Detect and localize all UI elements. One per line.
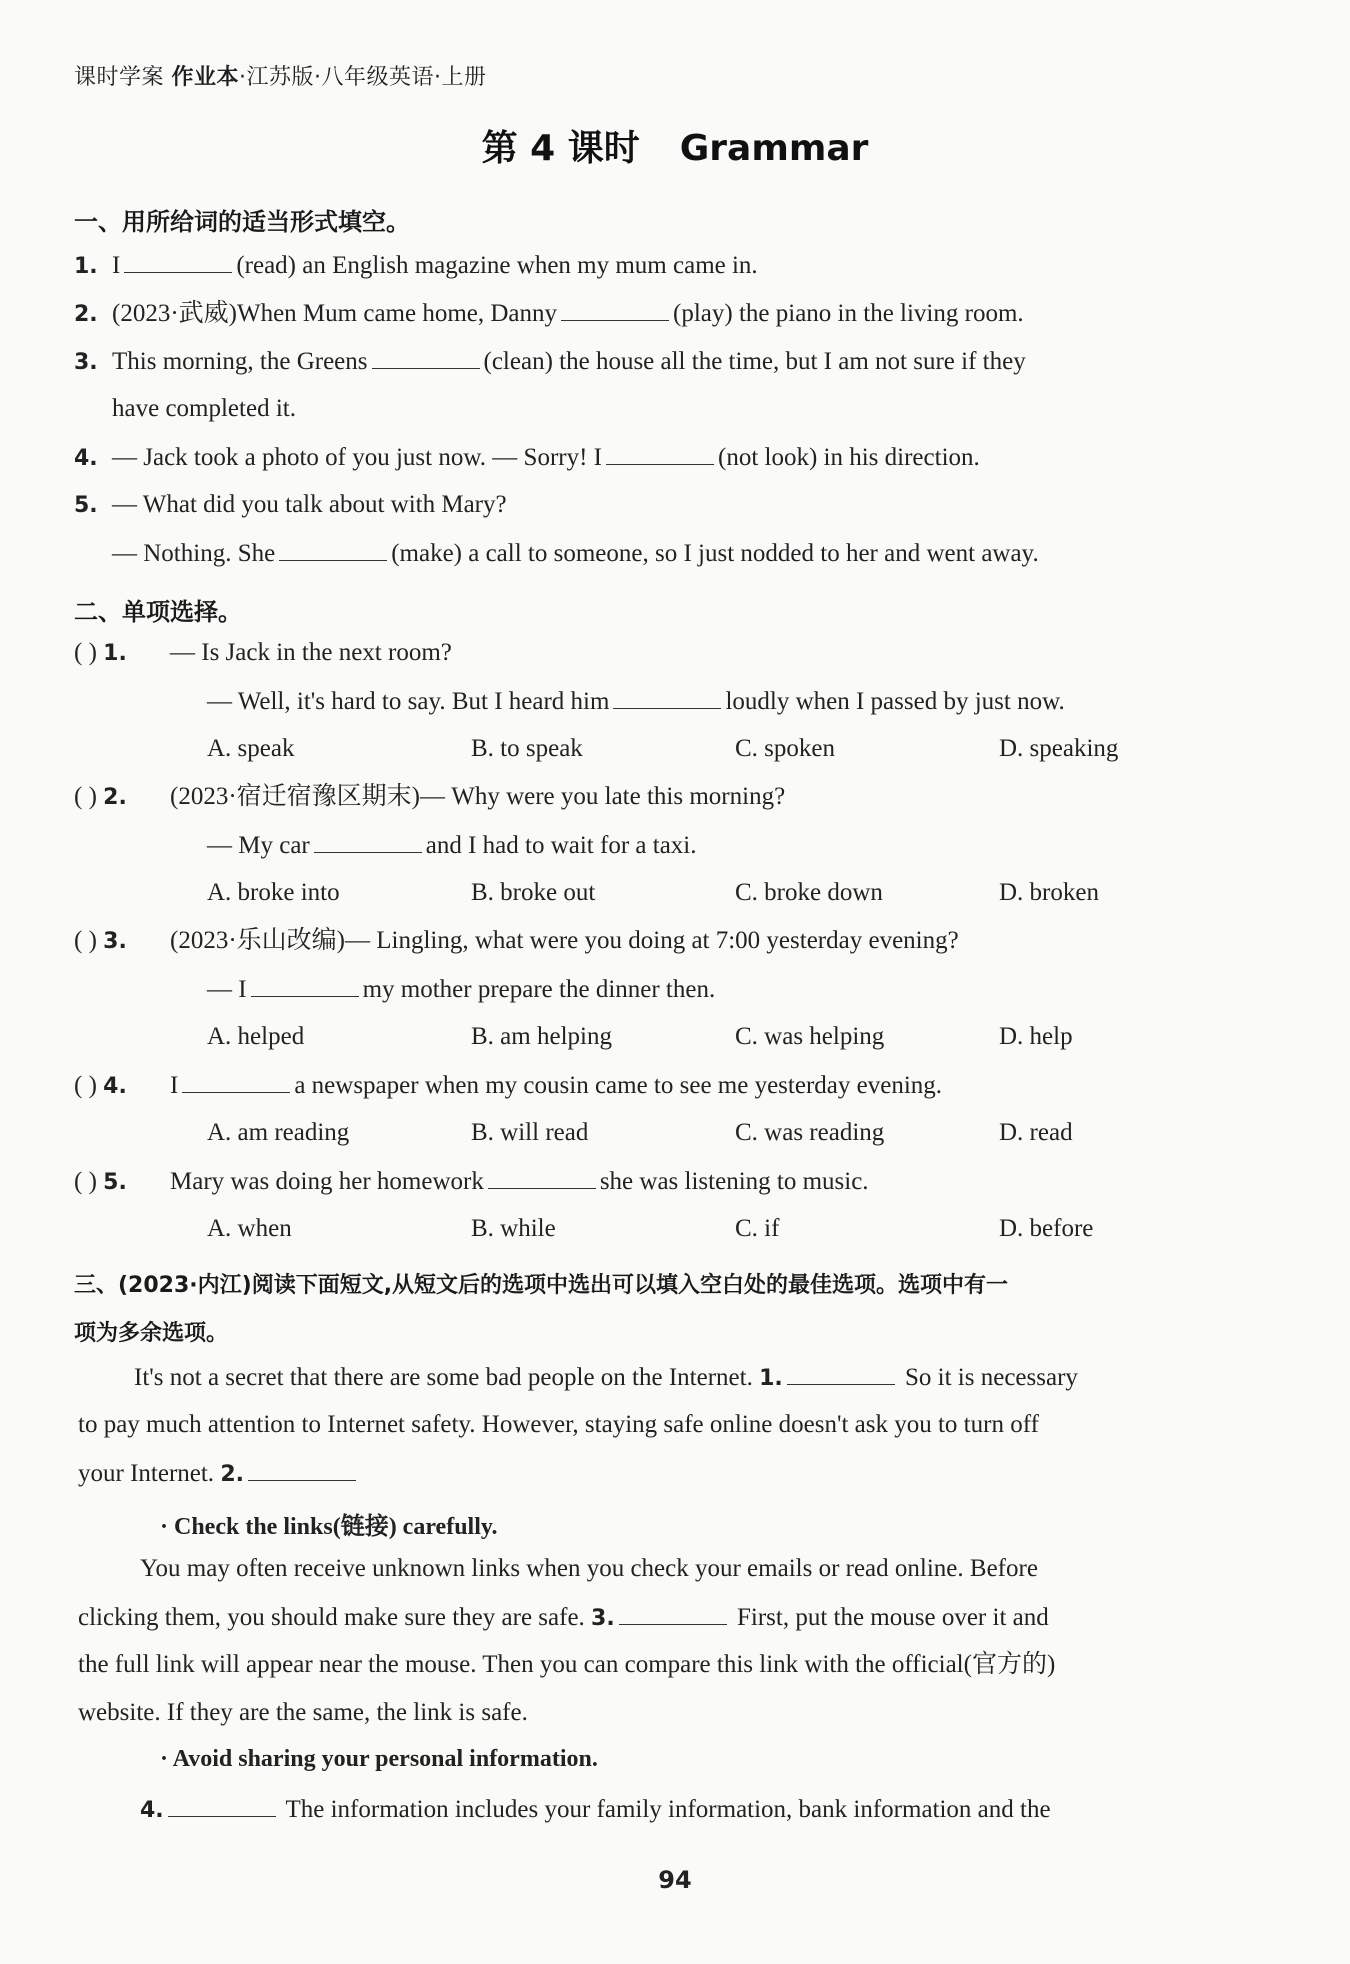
answer-blank[interactable] [619,1602,727,1625]
item-text: have completed it. [112,395,296,422]
answer-paren[interactable] [74,638,170,669]
passage-line [78,1458,1284,1490]
passage-text: website. If they are the same, the link is safe. [78,1699,528,1726]
answer-paren[interactable] [74,1167,170,1198]
question-number: 5. [103,1170,127,1195]
section3-heading-line1: 三、(2023·内江)阅读下面短文,从短文后的选项中选出可以填入空白处的最佳选项。选项中有一 [74,1273,1009,1298]
question-text: — Well, it's hard to say. But I heard him [207,688,610,715]
option-a[interactable]: A. when [207,1215,292,1242]
answer-blank[interactable] [314,830,422,853]
answer-paren[interactable] [74,1071,170,1102]
answer-blank[interactable] [488,1166,596,1189]
answer-blank[interactable] [182,1070,290,1093]
item-text: (not look) in his direction. [718,444,980,471]
passage-text: the full link will appear near the mouse. Then you can compare this link with the official(官方的) [78,1651,1056,1678]
answer-blank[interactable] [168,1794,276,1817]
s1-item-5 [74,490,1280,521]
passage-text: The information includes your family information, bank information and the [285,1796,1051,1823]
s1-item-3 [74,346,1280,378]
mc-question-3 [74,926,1280,957]
option-a[interactable]: A. am reading [207,1119,350,1146]
option-a[interactable]: A. helped [207,1023,305,1050]
blank-number: 4. [140,1798,164,1823]
item-text: I [112,252,121,279]
passage-line [134,1362,1284,1394]
option-b[interactable]: B. am helping [471,1023,612,1050]
blank-number: 2. [220,1462,244,1487]
option-d[interactable]: D. broken [999,879,1099,906]
section2-heading: 二、单项选择。 [74,598,242,626]
option-d[interactable]: D. read [999,1119,1073,1146]
option-c[interactable]: C. was reading [735,1119,885,1146]
answer-blank[interactable] [251,974,359,997]
passage-line [140,1554,1284,1584]
answer-blank[interactable] [372,346,480,369]
item-text: (make) a call to someone, so I just nodded to her and went away. [391,540,1039,567]
item-number: 4. [74,446,98,471]
paren-text: ( ) [74,639,97,666]
mc-question-2 [74,782,1280,813]
question-text: — My car [207,832,310,859]
header-bold: 作业本 [171,65,240,90]
option-d[interactable]: D. speaking [999,735,1119,762]
lesson-label: 第 4 课时 [481,128,640,169]
question-number: 3. [103,929,127,954]
item-text: — What did you talk about with Mary? [112,491,507,518]
item-text: — Nothing. She [112,540,276,567]
passage-subheading: · Avoid sharing your personal information. [160,1746,598,1772]
option-c[interactable]: C. was helping [735,1023,885,1050]
passage-line [78,1410,1284,1440]
paren-text: ( ) [74,1072,97,1099]
option-b[interactable]: B. will read [471,1119,589,1146]
mc-question-2-line2 [207,830,1280,861]
option-b[interactable]: B. while [471,1215,556,1242]
answer-blank[interactable] [613,686,721,709]
item-number: 3. [74,350,98,375]
mc-question-5 [74,1166,1280,1198]
section1-heading: 一、用所给词的适当形式填空。 [74,208,410,236]
question-text: my mother prepare the dinner then. [362,976,716,1003]
question-text: (2023·宿迁宿豫区期末)— Why were you late this morning? [170,783,786,810]
paren-text: ( ) [74,783,97,810]
question-text: — I [207,976,247,1003]
option-c[interactable]: C. broke down [735,879,883,906]
passage-text: So it is necessary [905,1364,1078,1391]
passage-line [140,1794,1284,1826]
answer-paren[interactable] [74,782,170,813]
item-text: (2023·武威)When Mum came home, Danny [112,300,558,327]
mc-question-4 [74,1070,1280,1102]
item-text: — Jack took a photo of you just now. — Sorry! I [112,444,602,471]
paren-text: ( ) [74,1168,97,1195]
item-text: This morning, the Greens [112,348,368,375]
section3-heading-line2: 项为多余选项。 [74,1321,229,1346]
passage-text: clicking them, you should make sure they are safe. [78,1604,585,1631]
question-text: loudly when I passed by just now. [725,688,1065,715]
page-title [0,120,1350,171]
passage-line [78,1698,1284,1728]
item-number: 1. [74,254,98,279]
answer-blank[interactable] [279,538,387,561]
answer-blank[interactable] [561,298,669,321]
header-rest: ·江苏版·八年级英语·上册 [239,65,487,90]
s1-item-3-cont [112,394,1280,424]
passage-text: First, put the mouse over it and [736,1604,1049,1631]
question-text: a newspaper when my cousin came to see me yesterday evening. [294,1072,943,1099]
option-b[interactable]: B. to speak [471,735,583,762]
option-c[interactable]: C. if [735,1215,780,1242]
question-text: Mary was doing her homework [170,1168,484,1195]
item-text: (clean) the house all the time, but I am not sure if they [483,348,1026,375]
question-text: and I had to wait for a taxi. [425,832,697,859]
lesson-topic: Grammar [679,128,869,169]
s1-item-4 [74,442,1280,474]
mc-question-1 [74,638,1280,669]
header-prefix: 课时学案 [74,65,165,90]
question-text: she was listening to music. [599,1168,869,1195]
s1-item-1 [74,250,1280,282]
question-number: 4. [103,1074,127,1099]
answer-blank[interactable] [787,1362,895,1385]
answer-blank[interactable] [124,250,232,273]
passage-text: You may often receive unknown links when you check your emails or read online. Before [140,1555,1038,1582]
question-number: 2. [103,785,127,810]
question-number: 1. [103,641,127,666]
s1-item-5-cont [112,538,1280,569]
question-text: (2023·乐山改编)— Lingling, what were you doing at 7:00 yesterday evening? [170,927,959,954]
item-number: 2. [74,302,98,327]
mc-question-1-line2 [207,686,1280,717]
passage-text: your Internet. [78,1460,215,1487]
passage-line [78,1602,1284,1634]
book-header [74,60,487,91]
option-a[interactable]: A. speak [207,735,295,762]
option-d[interactable]: D. before [999,1215,1094,1242]
option-a[interactable]: A. broke into [207,879,340,906]
question-text: — Is Jack in the next room? [170,639,452,666]
answer-blank[interactable] [248,1458,356,1481]
option-c[interactable]: C. spoken [735,735,835,762]
item-number: 5. [74,493,98,518]
page-number: 94 [658,1866,692,1894]
question-text: I [170,1072,179,1099]
item-text: (play) the piano in the living room. [673,300,1024,327]
option-d[interactable]: D. help [999,1023,1073,1050]
blank-number: 1. [759,1366,783,1391]
answer-blank[interactable] [606,442,714,465]
passage-line [78,1650,1284,1680]
blank-number: 3. [591,1606,615,1631]
passage-text: It's not a secret that there are some bad people on the Internet. [134,1364,753,1391]
passage-subheading: · Check the links(链接) carefully. [160,1514,498,1540]
passage-text: to pay much attention to Internet safety. However, staying safe online doesn't ask you to turn off [78,1411,1039,1438]
s1-item-2 [74,298,1280,330]
paren-text: ( ) [74,927,97,954]
mc-question-3-line2 [207,974,1280,1005]
answer-paren[interactable] [74,926,170,957]
item-text: (read) an English magazine when my mum came in. [236,252,758,279]
option-b[interactable]: B. broke out [471,879,596,906]
